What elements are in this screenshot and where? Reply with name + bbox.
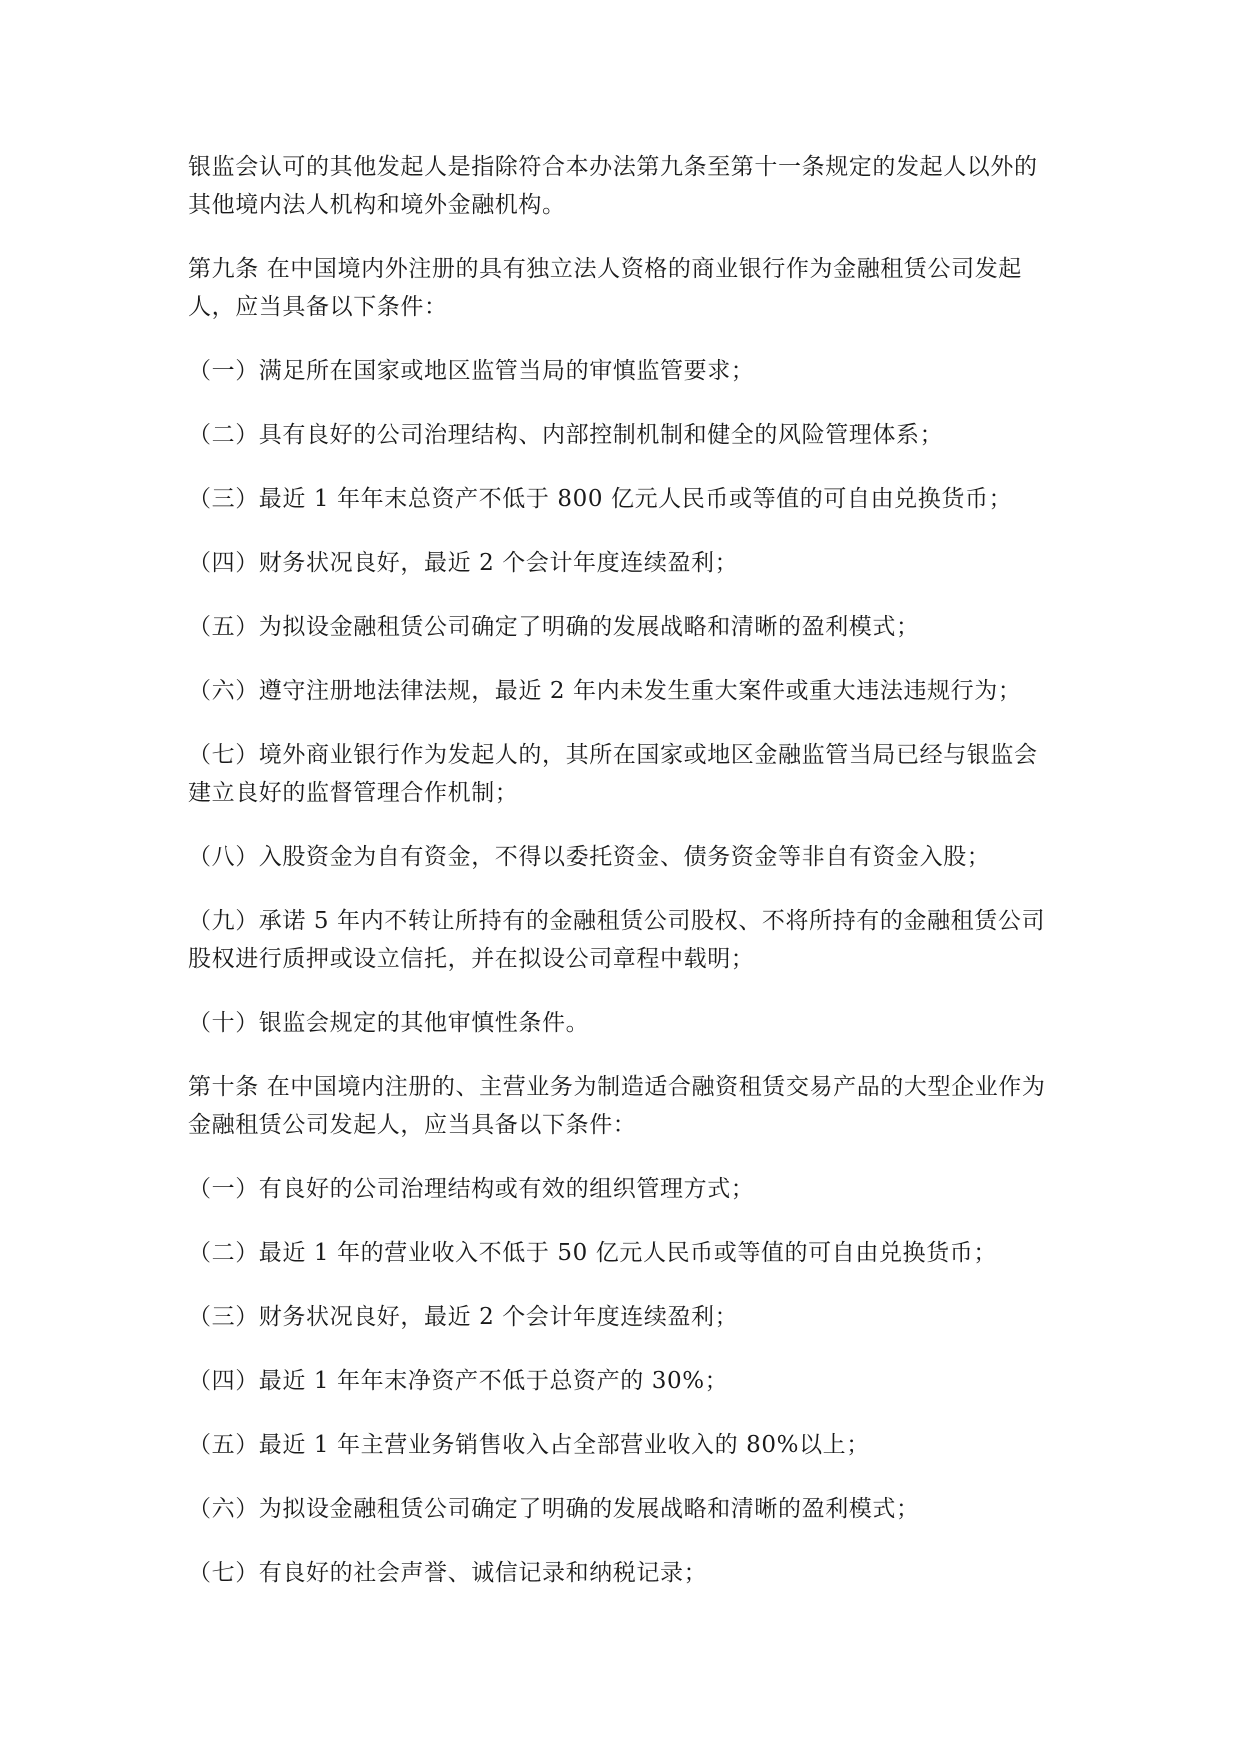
article-10-item-7: （七）有良好的社会声誉、诚信记录和纳税记录； — [188, 1560, 708, 1586]
article-10-item-4: （四）最近 1 年年末净资产不低于总资产的 30%； — [188, 1368, 729, 1394]
article-9-item-1: （一）满足所在国家或地区监管当局的审慎监管要求； — [188, 358, 755, 384]
article-9-heading: 第九条 在中国境内外注册的具有独立法人资格的商业银行作为金融租赁公司发起人，应当具备以下条件： — [188, 256, 1022, 320]
article-9-item-6: （六）遵守注册地法律法规，最近 2 年内未发生重大案件或重大违法违规行为； — [188, 678, 1022, 704]
article-10-item-5: （五）最近 1 年主营业务销售收入占全部营业收入的 80%以上； — [188, 1432, 870, 1458]
paragraph-intro: 银监会认可的其他发起人是指除符合本办法第九条至第十一条规定的发起人以外的其他境内法人机构和境外金融机构。 — [188, 154, 1038, 218]
article-9-item-10: （十）银监会规定的其他审慎性条件。 — [188, 1010, 590, 1036]
article-10-item-6: （六）为拟设金融租赁公司确定了明确的发展战略和清晰的盈利模式； — [188, 1496, 920, 1522]
article-9-item-2: （二）具有良好的公司治理结构、内部控制机制和健全的风险管理体系； — [188, 422, 944, 448]
article-9-item-8: （八）入股资金为自有资金，不得以委托资金、债务资金等非自有资金入股； — [188, 844, 991, 870]
article-9-item-7: （七）境外商业银行作为发起人的，其所在国家或地区金融监管当局已经与银监会建立良好的监督管理合作机制； — [188, 742, 1038, 806]
document-body — [188, 148, 1060, 1618]
article-10-item-3: （三）财务状况良好，最近 2 个会计年度连续盈利； — [188, 1304, 739, 1330]
article-9-item-4: （四）财务状况良好，最近 2 个会计年度连续盈利； — [188, 550, 739, 576]
article-10-item-1: （一）有良好的公司治理结构或有效的组织管理方式； — [188, 1176, 755, 1202]
article-10-heading: 第十条 在中国境内注册的、主营业务为制造适合融资租赁交易产品的大型企业作为金融租赁公司发起人，应当具备以下条件： — [188, 1074, 1046, 1138]
article-10-item-2: （二）最近 1 年的营业收入不低于 50 亿元人民币或等值的可自由兑换货币； — [188, 1240, 997, 1266]
article-9-item-9: （九）承诺 5 年内不转让所持有的金融租赁公司股权、不将所持有的金融租赁公司股权进行质押或设立信托，并在拟设公司章程中载明； — [188, 908, 1046, 972]
article-9-item-3: （三）最近 1 年年末总资产不低于 800 亿元人民币或等值的可自由兑换货币； — [188, 486, 1013, 512]
article-9-item-5: （五）为拟设金融租赁公司确定了明确的发展战略和清晰的盈利模式； — [188, 614, 920, 640]
